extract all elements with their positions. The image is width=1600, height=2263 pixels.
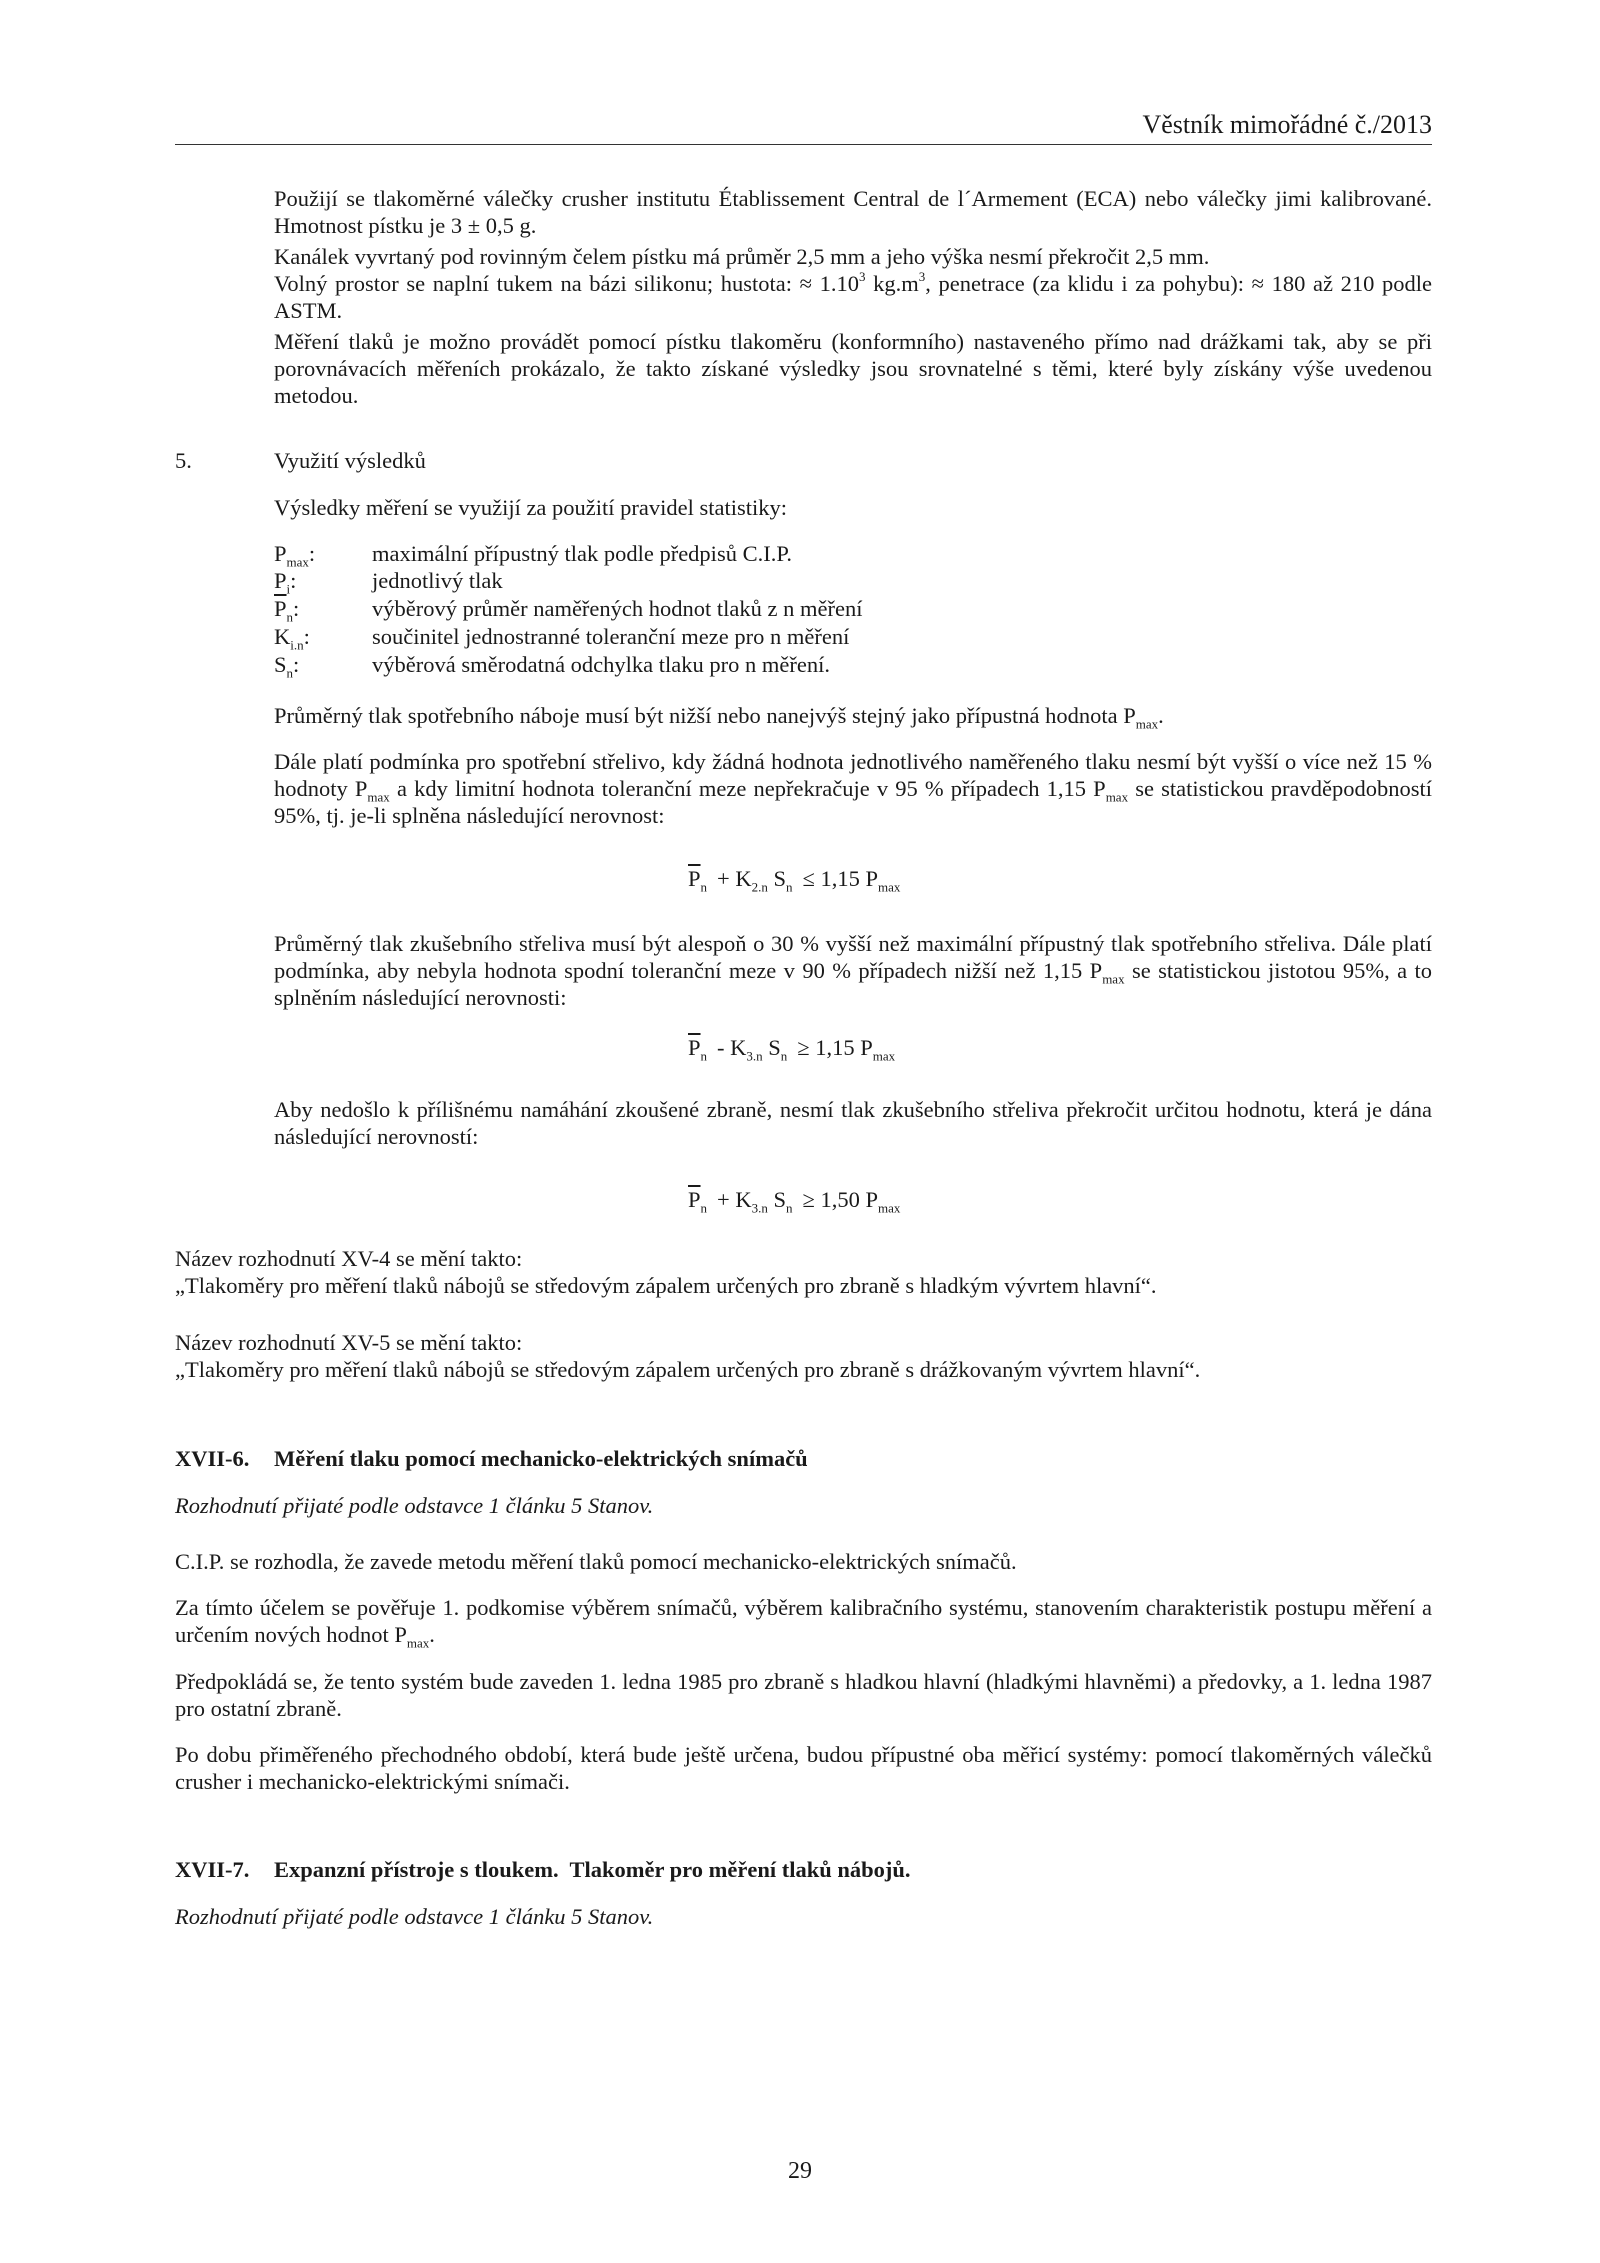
symbol-p-n: $\overline{P}_n$: — [274, 596, 300, 625]
symbol-k-in: $K_{i.n}$: — [274, 624, 310, 653]
inequality-1: $\overline{P}_n + K_{2.n}$ $S_n \le 1,15$ $P_{max}$ — [688, 866, 901, 895]
symbol-definition: výběrová směrodatná odchylka tlaku pro n měření. — [372, 652, 830, 677]
symbol-definition: maximální přípustný tlak podle předpisů C.I.P. — [372, 541, 792, 566]
section-title: Využití výsledků — [274, 448, 426, 473]
symbol-definition: součinitel jednostranné toleranční meze pro n měření — [372, 624, 850, 649]
symbol-p-i: $P_i$: — [274, 568, 297, 597]
intro-paragraph-2: Kanálek vyvrtaný pod rovinným čelem pístku má průměr 2,5 mm a jeho výška nesmí překročit 2,5 mm. — [274, 244, 1210, 269]
rename-xv4-text: „Tlakoměry pro měření tlaků nábojů se středovým zápalem určených pro zbraně s hladkým vývrtem hlavní“. — [175, 1273, 1157, 1298]
symbol-definition: jednotlivý tlak — [372, 568, 503, 593]
rename-xv4-label: Název rozhodnutí XV-4 se mění takto: — [175, 1246, 523, 1271]
intro-paragraph-4: Měření tlaků je možno provádět pomocí pístku tlakoměru (konformního) nastaveného přímo nad drážkami tak, aby se při porovnávacích měřeních prokázalo, že takto získané výsledky jsou srovnatelné s těmi, které byly získány výše uvedenou metodou. — [274, 329, 1432, 408]
inequality-2: $\overline{P}_n - K_{3.n}$ $S_n \ge 1,15$ $P_{max}$ — [688, 1035, 896, 1064]
inequality-3: $\overline{P}_n + K_{3.n}$ $S_n \ge 1,50$ $P_{max}$ — [688, 1187, 901, 1216]
xvii6-paragraph-4: Po dobu přiměřeného přechodného období, která bude ještě určena, budou přípustné oba měřicí systémy: pomocí tlakoměrných válečků crusher i mechanicko-elektrickými snímači. — [175, 1742, 1432, 1794]
symbol-s-n: $S_n$: — [274, 652, 300, 681]
header-title: Věstník mimořádné č./2013 — [1142, 110, 1432, 139]
intro-paragraph-3: Volný prostor se naplní tukem na bázi silikonu; hustota: ≈ $1.10^3$ $kg.m^3$, penetrace (za klidu i za pohybu): ≈ 180 až 210 podle ASTM. — [274, 268, 1432, 323]
header-rule — [175, 144, 1432, 145]
symbol-definition: výběrový průměr naměřených hodnot tlaků z n měření — [372, 596, 863, 621]
page-number: 29 — [788, 2158, 812, 2184]
average-pressure-paragraph: Průměrný tlak spotřebního náboje musí být nižší nebo nanejvýš stejný jako přípustná hodnota $P_{max}$. — [274, 703, 1164, 732]
section-xvii7-basis: Rozhodnutí přijaté podle odstavce 1 článku 5 Stanov. — [175, 1904, 654, 1929]
section-xvii7-title: Expanzní přístroje s tloukem. Tlakoměr pro měření tlaků nábojů. — [274, 1857, 911, 1882]
section-xvii6-basis: Rozhodnutí přijaté podle odstavce 1 článku 5 Stanov. — [175, 1493, 654, 1518]
xvii6-paragraph-3: Předpokládá se, že tento systém bude zaveden 1. ledna 1985 pro zbraně s hladkou hlavní (hladkými hlavněmi) a předovky, a 1. ledna 1987 pro ostatní zbraně. — [175, 1669, 1432, 1721]
section-number: 5. — [175, 448, 192, 473]
rename-xv5-text: „Tlakoměry pro měření tlaků nábojů se středovým zápalem určených pro zbraně s drážkovaným vývrtem hlavní“. — [175, 1357, 1201, 1382]
symbol-p-max: $P_{max}$: — [274, 541, 316, 570]
section-xvii6-number: XVII-6. — [175, 1446, 250, 1471]
xvii6-paragraph-2: Za tímto účelem se pověřuje 1. podkomise výběrem snímačů, výběrem kalibračního systému, stanovením charakteristik postupu měření a určením nových hodnot $P_{max}$. — [175, 1595, 1432, 1651]
section-intro: Výsledky měření se využijí za použití pravidel statistiky: — [274, 495, 788, 520]
rename-xv5-label: Název rozhodnutí XV-5 se mění takto: — [175, 1330, 523, 1355]
stress-paragraph: Aby nedošlo k přílišnému namáhání zkoušené zbraně, nesmí tlak zkušebního střeliva překročit určitou hodnotu, která je dána následující nerovností: — [274, 1097, 1432, 1149]
proof-load-paragraph: Průměrný tlak zkušebního střeliva musí být alespoň o 30 % vyšší než maximální přípustný tlak spotřebního střeliva. Dále platí podmínka, aby nebyla hodnota spodní toleranční meze v 90 % případech nižší než 1,15 $P_{max}$ se statistickou jistotou 95%, a to splněním následující nerovnosti: — [274, 931, 1432, 1010]
intro-paragraph-1: Použijí se tlakoměrné válečky crusher institutu Établissement Central de l´Armement (ECA) nebo válečky jimi kalibrované. Hmotnost pístku je 3 ± 0,5 g. — [274, 186, 1432, 238]
condition-paragraph: Dále platí podmínka pro spotřební střelivo, kdy žádná hodnota jednotlivého naměřeného tlaku nesmí být vyšší o více než 15 % hodnoty $P_{max}$ a kdy limitní hodnota toleranční meze nepřekračuje v 95 % případech 1,15 $P_{max}$ se statistickou pravděpodobností 95%, tj. je-li splněna následující nerovnost: — [274, 749, 1432, 828]
xvii6-paragraph-1: C.I.P. se rozhodla, že zavede metodu měření tlaků pomocí mechanicko-elektrických snímačů. — [175, 1549, 1017, 1574]
section-xvii7-number: XVII-7. — [175, 1857, 250, 1882]
section-xvii6-title: Měření tlaku pomocí mechanicko-elektrických snímačů — [274, 1446, 808, 1471]
